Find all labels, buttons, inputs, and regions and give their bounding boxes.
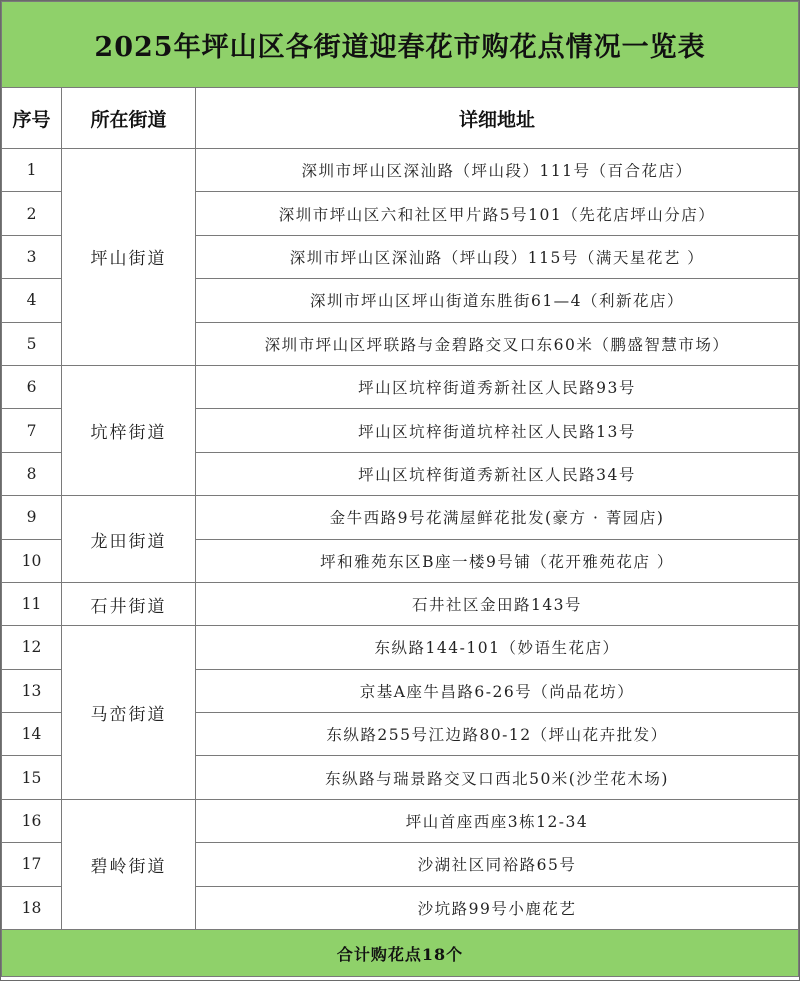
address-cell: 深圳市坪山区六和社区甲片路5号101（先花店坪山分店） xyxy=(196,192,799,235)
table-row xyxy=(2,496,799,539)
address-cell: 深圳市坪山区深汕路（坪山段）115号（满天星花艺 ） xyxy=(196,235,799,278)
address-cell: 沙湖社区同裕路65号 xyxy=(196,843,799,886)
row-number: 5 xyxy=(2,322,62,365)
row-number: 14 xyxy=(2,713,62,756)
row-number: 7 xyxy=(2,409,62,452)
address-cell: 坪山首座西座3栋12-34 xyxy=(196,799,799,842)
street-name: 坑梓街道 xyxy=(62,365,196,495)
table-title: 2025年坪山区各街道迎春花市购花点情况一览表 xyxy=(2,2,799,88)
address-cell: 东纵路255号江边路80-12（坪山花卉批发） xyxy=(196,713,799,756)
row-number: 8 xyxy=(2,452,62,495)
street-name: 石井街道 xyxy=(62,582,196,625)
table-row xyxy=(2,799,799,842)
address-cell: 坪和雅苑东区B座一楼9号铺（花开雅苑花店 ） xyxy=(196,539,799,582)
street-name: 龙田街道 xyxy=(62,496,196,583)
header-no: 序号 xyxy=(2,88,62,149)
row-number: 6 xyxy=(2,365,62,408)
table-body xyxy=(2,149,799,930)
title-row xyxy=(2,2,799,88)
row-number: 17 xyxy=(2,843,62,886)
address-cell: 石井社区金田路143号 xyxy=(196,582,799,625)
address-cell: 坪山区坑梓街道坑梓社区人民路13号 xyxy=(196,409,799,452)
row-number: 4 xyxy=(2,279,62,322)
row-number: 12 xyxy=(2,626,62,669)
row-number: 16 xyxy=(2,799,62,842)
table-row xyxy=(2,582,799,625)
address-cell: 东纵路与瑞景路交叉口西北50米(沙坣花木场) xyxy=(196,756,799,799)
flower-points-table xyxy=(1,1,799,977)
header-row xyxy=(2,88,799,149)
total-summary: 合计购花点18个 xyxy=(2,930,799,977)
address-cell: 深圳市坪山区深汕路（坪山段）111号（百合花店） xyxy=(196,149,799,192)
table-row xyxy=(2,626,799,669)
row-number: 11 xyxy=(2,582,62,625)
table-row xyxy=(2,365,799,408)
row-number: 9 xyxy=(2,496,62,539)
table-row xyxy=(2,149,799,192)
street-name: 坪山街道 xyxy=(62,149,196,366)
street-name: 马峦街道 xyxy=(62,626,196,800)
header-address: 详细地址 xyxy=(196,88,799,149)
row-number: 15 xyxy=(2,756,62,799)
address-cell: 金牛西路9号花满屋鲜花批发(豪方 · 菁园店) xyxy=(196,496,799,539)
address-cell: 深圳市坪山区坪山街道东胜街61—4（利新花店） xyxy=(196,279,799,322)
row-number: 1 xyxy=(2,149,62,192)
header-street: 所在街道 xyxy=(62,88,196,149)
address-cell: 东纵路144-101（妙语生花店） xyxy=(196,626,799,669)
address-cell: 京基A座牛昌路6-26号（尚品花坊） xyxy=(196,669,799,712)
footer-row xyxy=(2,930,799,977)
row-number: 3 xyxy=(2,235,62,278)
row-number: 18 xyxy=(2,886,62,929)
row-number: 13 xyxy=(2,669,62,712)
address-cell: 坪山区坑梓街道秀新社区人民路34号 xyxy=(196,452,799,495)
address-cell: 深圳市坪山区坪联路与金碧路交叉口东60米（鹏盛智慧市场） xyxy=(196,322,799,365)
row-number: 10 xyxy=(2,539,62,582)
street-name: 碧岭街道 xyxy=(62,799,196,929)
address-cell: 沙坑路99号小鹿花艺 xyxy=(196,886,799,929)
row-number: 2 xyxy=(2,192,62,235)
address-cell: 坪山区坑梓街道秀新社区人民路93号 xyxy=(196,365,799,408)
